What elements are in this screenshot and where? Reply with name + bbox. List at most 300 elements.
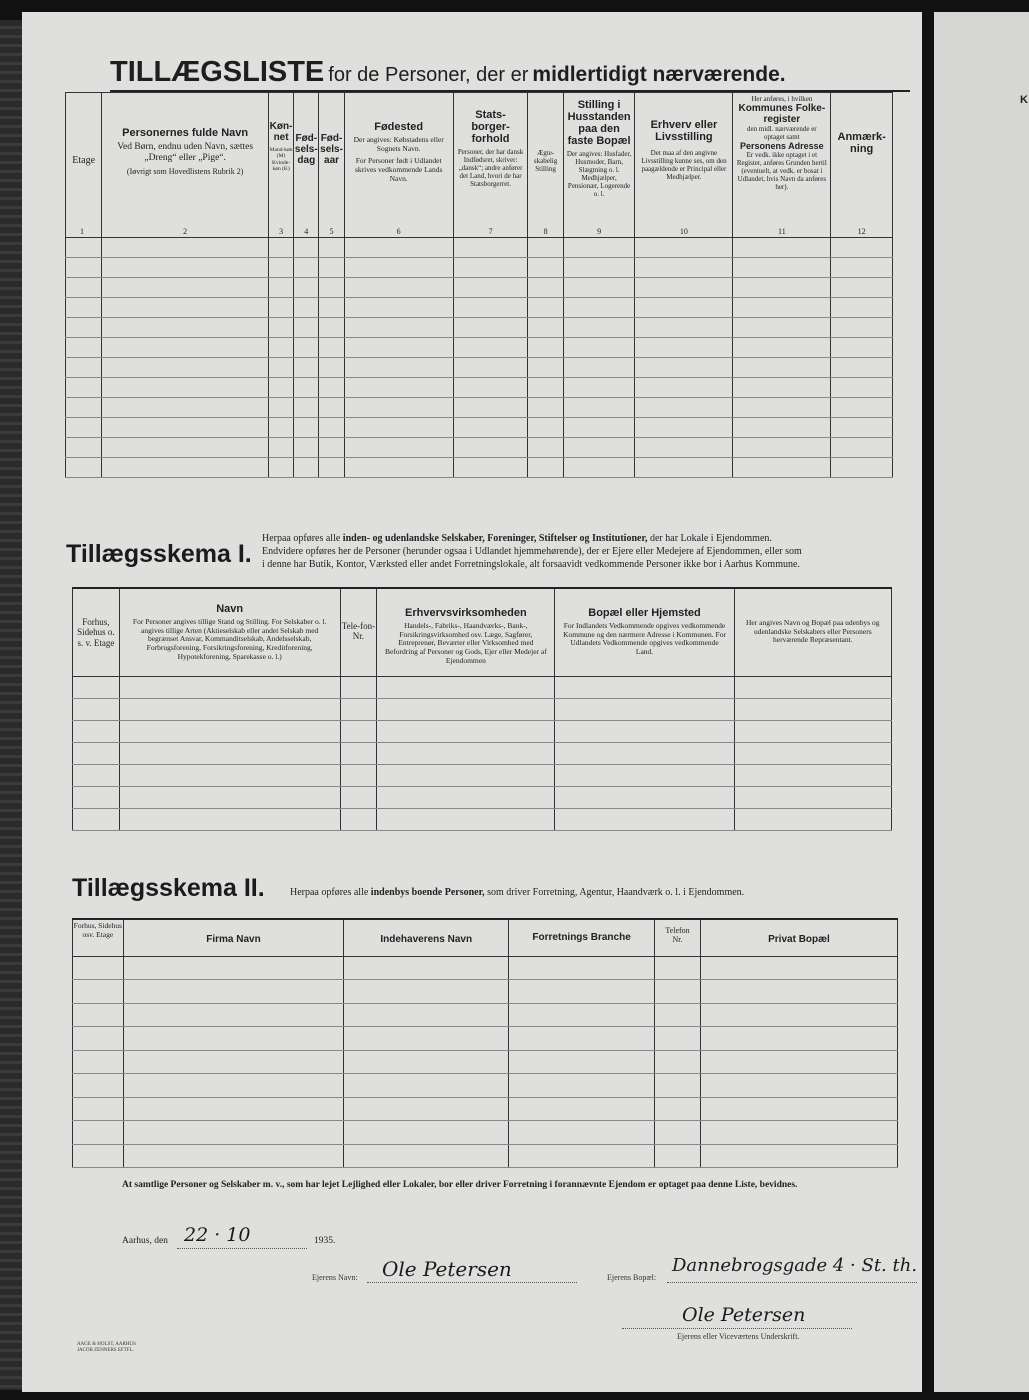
table-cell[interactable] <box>453 438 528 458</box>
table-cell[interactable] <box>655 1074 701 1098</box>
table-cell[interactable] <box>268 318 293 338</box>
owner-name-handwritten: Ole Petersen <box>382 1257 512 1281</box>
table-cell[interactable] <box>102 298 269 318</box>
s1-col-residence: Bopæl eller Hjemsted For Indlandets Vedkommende opgives vedkommende Kommune og den nærmere Adresse i Kommunen. For Udlandets Vedkommende opgives vedkommende Land. <box>555 588 734 676</box>
table-cell[interactable] <box>555 720 734 742</box>
table-cell[interactable] <box>734 676 891 698</box>
col-citizenship: Stats-borger-forhold Personer, der har dansk Indfødsret, skriver: „dansk“; andre anfører det Land, hvori de har Statsborgerret. 7 <box>453 93 528 238</box>
table-cell[interactable] <box>119 764 340 786</box>
table-cell[interactable] <box>73 956 124 980</box>
table-cell[interactable] <box>509 1121 655 1145</box>
table-cell[interactable] <box>319 378 344 398</box>
table-cell[interactable] <box>102 238 269 258</box>
table-cell[interactable] <box>734 786 891 808</box>
skema2-title: Tillægsskema II. <box>72 874 265 902</box>
table-cell[interactable] <box>563 238 635 258</box>
table-cell[interactable] <box>73 1074 124 1098</box>
table-cell[interactable] <box>555 786 734 808</box>
table-row <box>66 258 893 278</box>
table-cell[interactable] <box>66 258 102 278</box>
table-cell[interactable] <box>73 1027 124 1051</box>
col-birth-day: Fød-sels-dag 4 <box>294 93 319 238</box>
table-cell[interactable] <box>119 808 340 830</box>
table-cell[interactable] <box>655 1121 701 1145</box>
table-cell[interactable] <box>123 980 344 1004</box>
table-cell[interactable] <box>635 458 733 478</box>
table-cell[interactable] <box>453 298 528 318</box>
col-etage: Etage 1 <box>66 93 102 238</box>
table-cell[interactable] <box>344 418 453 438</box>
table-cell[interactable] <box>268 438 293 458</box>
s2-col-firm: Firma Navn <box>123 919 344 956</box>
table-cell[interactable] <box>831 258 893 278</box>
table-cell[interactable] <box>294 398 319 418</box>
table-cell[interactable] <box>268 358 293 378</box>
table-cell[interactable] <box>453 458 528 478</box>
table-row <box>73 1003 898 1027</box>
table-cell[interactable] <box>66 298 102 318</box>
table-cell[interactable] <box>377 764 555 786</box>
title-main: TILLÆGSLISTE <box>110 56 325 88</box>
table-cell[interactable] <box>66 378 102 398</box>
table-cell[interactable] <box>733 418 831 438</box>
form-page <box>22 12 922 1392</box>
table-cell[interactable] <box>655 956 701 980</box>
adjacent-page-letter: K <box>1020 94 1028 106</box>
table-cell[interactable] <box>528 258 563 278</box>
table-cell[interactable] <box>377 676 555 698</box>
table-cell[interactable] <box>733 298 831 318</box>
table-cell[interactable] <box>635 418 733 438</box>
table-cell[interactable] <box>377 742 555 764</box>
table-cell[interactable] <box>509 956 655 980</box>
table-row <box>66 398 893 418</box>
table-cell[interactable] <box>655 1027 701 1051</box>
table-cell[interactable] <box>340 786 377 808</box>
table-cell[interactable] <box>73 1144 124 1168</box>
col-full-name: Personernes fulde Navn Ved Børn, endnu uden Navn, sættes „Dreng“ eller „Pige“. (Iøvrigt som Hovedlistens Rubrik 2) 2 <box>102 93 269 238</box>
table-cell[interactable] <box>344 378 453 398</box>
printer-imprint: AAGE & HOLST, AARHUS JACOB ZENNERS EFTFL. <box>77 1342 136 1353</box>
table-cell[interactable] <box>102 318 269 338</box>
table-cell[interactable] <box>319 258 344 278</box>
table-cell[interactable] <box>66 358 102 378</box>
table-cell[interactable] <box>66 318 102 338</box>
table-cell[interactable] <box>102 458 269 478</box>
skema2-header <box>73 919 898 956</box>
table-cell[interactable] <box>294 358 319 378</box>
col-birthplace: Fødested Der angives: Købstadens eller Sognets Navn. For Personer født i Udlandet skrives vedkommende Lands Navn. 6 <box>344 93 453 238</box>
table-cell[interactable] <box>555 808 734 830</box>
table-cell[interactable] <box>635 378 733 398</box>
s1-col-name: Navn For Personer angives tillige Stand og Stilling. For Selskaber o. l. angives tillige Arten (Aktieselskab eller andet Selskab med begrænset Ansvar, Kommanditselskab, Andelsselskab, Forbrugsforening, Forsikringsforening, Kreditforening, Hypotekforening, Sparekasse o. l.) <box>119 588 340 676</box>
table-cell[interactable] <box>340 676 377 698</box>
table-cell[interactable] <box>344 1074 509 1098</box>
table-cell[interactable] <box>635 318 733 338</box>
table-cell[interactable] <box>528 458 563 478</box>
table-cell[interactable] <box>294 378 319 398</box>
table-cell[interactable] <box>528 298 563 318</box>
table-cell[interactable] <box>319 298 344 318</box>
table-cell[interactable] <box>831 438 893 458</box>
table-row <box>66 338 893 358</box>
table-cell[interactable] <box>319 358 344 378</box>
table-cell[interactable] <box>555 742 734 764</box>
table-cell[interactable] <box>102 358 269 378</box>
table-cell[interactable] <box>123 1144 344 1168</box>
year-printed: 1935. <box>314 1236 336 1246</box>
table-cell[interactable] <box>268 418 293 438</box>
table-cell[interactable] <box>528 358 563 378</box>
table-cell[interactable] <box>733 398 831 418</box>
table-cell[interactable] <box>123 1097 344 1121</box>
table-cell[interactable] <box>123 1121 344 1145</box>
table-cell[interactable] <box>831 318 893 338</box>
table-cell[interactable] <box>268 258 293 278</box>
table-cell[interactable] <box>563 438 635 458</box>
table-cell[interactable] <box>635 238 733 258</box>
table-cell[interactable] <box>73 1097 124 1121</box>
table-cell[interactable] <box>734 720 891 742</box>
table-cell[interactable] <box>509 1097 655 1121</box>
table-cell[interactable] <box>635 258 733 278</box>
table-cell[interactable] <box>831 398 893 418</box>
table-row <box>66 418 893 438</box>
table-cell[interactable] <box>340 808 377 830</box>
table-cell[interactable] <box>73 764 120 786</box>
table-cell[interactable] <box>509 1144 655 1168</box>
table-cell[interactable] <box>700 1074 897 1098</box>
table-cell[interactable] <box>66 438 102 458</box>
owner-address-label: Ejerens Bopæl: <box>607 1273 657 1282</box>
main-table-header <box>66 93 893 238</box>
table-cell[interactable] <box>453 378 528 398</box>
place-label: Aarhus, den <box>122 1236 168 1246</box>
col-remarks: Anmærk-ning 12 <box>831 93 893 238</box>
table-cell[interactable] <box>734 764 891 786</box>
table-cell[interactable] <box>73 1050 124 1074</box>
table-cell[interactable] <box>831 238 893 258</box>
table-cell[interactable] <box>294 338 319 358</box>
table-cell[interactable] <box>453 338 528 358</box>
table-cell[interactable] <box>555 764 734 786</box>
table-cell[interactable] <box>294 458 319 478</box>
table-cell[interactable] <box>102 278 269 298</box>
table-cell[interactable] <box>831 358 893 378</box>
table-cell[interactable] <box>344 980 509 1004</box>
table-cell[interactable] <box>73 1003 124 1027</box>
table-cell[interactable] <box>344 398 453 418</box>
table-cell[interactable] <box>453 278 528 298</box>
table-cell[interactable] <box>344 278 453 298</box>
table-cell[interactable] <box>528 338 563 358</box>
table-cell[interactable] <box>700 1003 897 1027</box>
table-cell[interactable] <box>528 438 563 458</box>
table-cell[interactable] <box>655 1144 701 1168</box>
table-cell[interactable] <box>528 238 563 258</box>
table-row <box>66 378 893 398</box>
table-cell[interactable] <box>700 1121 897 1145</box>
table-cell[interactable] <box>319 458 344 478</box>
skema2-intro: Herpaa opføres alle indenbys boende Personer, som driver Forretning, Agentur, Haandværk o. l. i Ejendommen. <box>290 887 745 898</box>
table-cell[interactable] <box>563 398 635 418</box>
table-cell[interactable] <box>319 238 344 258</box>
table-cell[interactable] <box>831 378 893 398</box>
table-row <box>73 720 892 742</box>
table-cell[interactable] <box>509 1050 655 1074</box>
table-cell[interactable] <box>268 278 293 298</box>
table-cell[interactable] <box>344 1144 509 1168</box>
title-middle: for de Personer, der er <box>328 64 529 86</box>
s1-col-phone: Tele-fon-Nr. <box>340 588 377 676</box>
table-cell[interactable] <box>635 338 733 358</box>
table-cell[interactable] <box>123 1074 344 1098</box>
table-cell[interactable] <box>831 298 893 318</box>
table-cell[interactable] <box>268 238 293 258</box>
table-cell[interactable] <box>563 278 635 298</box>
table-cell[interactable] <box>344 1050 509 1074</box>
table-cell[interactable] <box>73 1121 124 1145</box>
table-cell[interactable] <box>66 278 102 298</box>
table-cell[interactable] <box>102 378 269 398</box>
table-cell[interactable] <box>66 398 102 418</box>
table-cell[interactable] <box>528 318 563 338</box>
table-row <box>66 458 893 478</box>
table-cell[interactable] <box>268 338 293 358</box>
table-cell[interactable] <box>319 438 344 458</box>
table-cell[interactable] <box>655 1097 701 1121</box>
table-cell[interactable] <box>563 338 635 358</box>
table-cell[interactable] <box>831 278 893 298</box>
table-cell[interactable] <box>453 318 528 338</box>
table-cell[interactable] <box>377 720 555 742</box>
table-cell[interactable] <box>555 676 734 698</box>
table-cell[interactable] <box>528 418 563 438</box>
table-cell[interactable] <box>377 698 555 720</box>
owner-name-label: Ejerens Navn: <box>312 1273 358 1282</box>
certification-text: At samtlige Personer og Selskaber m. v., som har lejet Lejlighed eller Lokaler, bor eller driver Forretning i forannævnte Ejendom er optaget paa denne Liste, bevidnes. <box>122 1180 798 1190</box>
main-table-body <box>66 238 893 478</box>
table-cell[interactable] <box>700 1027 897 1051</box>
table-cell[interactable] <box>73 980 124 1004</box>
table-cell[interactable] <box>344 1121 509 1145</box>
table-cell[interactable] <box>73 676 120 698</box>
table-cell[interactable] <box>453 258 528 278</box>
table-cell[interactable] <box>73 786 120 808</box>
table-cell[interactable] <box>528 398 563 418</box>
table-cell[interactable] <box>319 278 344 298</box>
col-folk-register: Her anføres, i hvilken Kommunes Folke-register den midl. nærværende er optaget samt Personens Adresse Er vedk. ikke optaget i et Register, anføres Grunden hertil (eventuelt, at vedk. er bosat i Udlandet, hvis Navn da anføres her). 11 <box>733 93 831 238</box>
table-row <box>66 318 893 338</box>
table-cell[interactable] <box>319 318 344 338</box>
table-cell[interactable] <box>635 298 733 318</box>
date-line <box>177 1248 307 1249</box>
table-row <box>73 1027 898 1051</box>
table-cell[interactable] <box>700 980 897 1004</box>
table-cell[interactable] <box>340 764 377 786</box>
table-cell[interactable] <box>123 1003 344 1027</box>
table-cell[interactable] <box>831 458 893 478</box>
table-cell[interactable] <box>123 1027 344 1051</box>
table-cell[interactable] <box>294 298 319 318</box>
table-cell[interactable] <box>344 298 453 318</box>
table-cell[interactable] <box>102 398 269 418</box>
skema1-table <box>72 587 892 831</box>
table-cell[interactable] <box>344 438 453 458</box>
table-cell[interactable] <box>655 1003 701 1027</box>
table-cell[interactable] <box>453 358 528 378</box>
table-cell[interactable] <box>563 358 635 378</box>
table-cell[interactable] <box>453 398 528 418</box>
table-cell[interactable] <box>344 358 453 378</box>
table-cell[interactable] <box>635 278 733 298</box>
table-cell[interactable] <box>453 238 528 258</box>
table-cell[interactable] <box>733 278 831 298</box>
table-cell[interactable] <box>509 1027 655 1051</box>
skema2-body <box>73 956 898 1168</box>
table-row <box>66 358 893 378</box>
table-cell[interactable] <box>733 438 831 458</box>
signature-label: Ejerens eller Viceværtens Underskrift. <box>677 1332 800 1341</box>
table-cell[interactable] <box>509 980 655 1004</box>
table-cell[interactable] <box>340 742 377 764</box>
table-cell[interactable] <box>123 1050 344 1074</box>
table-cell[interactable] <box>73 808 120 830</box>
table-cell[interactable] <box>655 980 701 1004</box>
table-cell[interactable] <box>344 318 453 338</box>
table-cell[interactable] <box>340 698 377 720</box>
table-cell[interactable] <box>66 418 102 438</box>
table-cell[interactable] <box>733 458 831 478</box>
table-cell[interactable] <box>344 338 453 358</box>
table-cell[interactable] <box>294 318 319 338</box>
table-cell[interactable] <box>268 458 293 478</box>
table-cell[interactable] <box>509 1074 655 1098</box>
table-cell[interactable] <box>73 720 120 742</box>
table-cell[interactable] <box>635 398 733 418</box>
table-row <box>73 1097 898 1121</box>
table-cell[interactable] <box>563 258 635 278</box>
table-cell[interactable] <box>268 378 293 398</box>
table-cell[interactable] <box>733 338 831 358</box>
table-cell[interactable] <box>733 318 831 338</box>
table-cell[interactable] <box>734 742 891 764</box>
table-row <box>73 742 892 764</box>
table-cell[interactable] <box>268 298 293 318</box>
table-cell[interactable] <box>377 808 555 830</box>
table-row <box>73 1121 898 1145</box>
table-cell[interactable] <box>119 786 340 808</box>
table-row <box>73 956 898 980</box>
table-cell[interactable] <box>377 786 555 808</box>
table-cell[interactable] <box>319 338 344 358</box>
table-cell[interactable] <box>733 258 831 278</box>
table-cell[interactable] <box>563 378 635 398</box>
table-cell[interactable] <box>344 1003 509 1027</box>
table-row <box>66 438 893 458</box>
s2-col-floor: Forhus, Sidehus osv. Etage <box>73 919 124 956</box>
table-cell[interactable] <box>344 956 509 980</box>
table-cell[interactable] <box>344 1027 509 1051</box>
table-cell[interactable] <box>340 720 377 742</box>
table-cell[interactable] <box>700 1050 897 1074</box>
skema1-body <box>73 676 892 830</box>
table-cell[interactable] <box>563 458 635 478</box>
table-cell[interactable] <box>319 398 344 418</box>
s2-col-phone: Telefon Nr. <box>655 919 701 956</box>
table-cell[interactable] <box>102 338 269 358</box>
form-title <box>110 56 910 92</box>
table-cell[interactable] <box>319 418 344 438</box>
table-cell[interactable] <box>123 956 344 980</box>
table-cell[interactable] <box>73 742 120 764</box>
s1-col-representative: Her angives Navn og Bopæl paa udenbys og udenlandske Selskabers eller Personers herværende Repræsentant. <box>734 588 891 676</box>
owner-address-handwritten: Dannebrogsgade 4 · St. th. <box>672 1255 918 1276</box>
table-cell[interactable] <box>294 238 319 258</box>
table-cell[interactable] <box>294 258 319 278</box>
skema1-intro: Herpaa opføres alle inden- og udenlandske Selskaber, Foreninger, Stiftelser og Institutioner, der har Lokale i Ejendommen. Endvidere opføres her de Personer (herunder ogsaa i Udlandet hjemmehørende), der er Ejere eller Medejere af Ejendommen, eller som i denne har Butik, Kontor, Værksted eller andet Forretningslokale, alt forsaavidt vedkommende Personer ikke bor i Aarhus Kommune. <box>262 533 802 570</box>
table-cell[interactable] <box>528 278 563 298</box>
table-cell[interactable] <box>102 418 269 438</box>
table-row <box>73 676 892 698</box>
table-cell[interactable] <box>563 418 635 438</box>
table-cell[interactable] <box>831 338 893 358</box>
table-cell[interactable] <box>344 458 453 478</box>
table-cell[interactable] <box>268 398 293 418</box>
table-cell[interactable] <box>733 358 831 378</box>
col-birth-year: Fød-sels-aar 5 <box>319 93 344 238</box>
table-cell[interactable] <box>119 742 340 764</box>
table-cell[interactable] <box>700 1144 897 1168</box>
table-cell[interactable] <box>344 1097 509 1121</box>
table-cell[interactable] <box>453 418 528 438</box>
table-cell[interactable] <box>635 438 733 458</box>
table-cell[interactable] <box>66 338 102 358</box>
table-cell[interactable] <box>734 698 891 720</box>
table-cell[interactable] <box>73 698 120 720</box>
table-cell[interactable] <box>66 238 102 258</box>
table-cell[interactable] <box>555 698 734 720</box>
table-row <box>73 764 892 786</box>
table-cell[interactable] <box>831 418 893 438</box>
table-cell[interactable] <box>66 458 102 478</box>
table-cell[interactable] <box>509 1003 655 1027</box>
table-cell[interactable] <box>119 676 340 698</box>
table-cell[interactable] <box>734 808 891 830</box>
table-cell[interactable] <box>733 238 831 258</box>
table-cell[interactable] <box>102 438 269 458</box>
table-cell[interactable] <box>700 956 897 980</box>
table-cell[interactable] <box>119 720 340 742</box>
table-cell[interactable] <box>344 258 453 278</box>
table-cell[interactable] <box>563 298 635 318</box>
table-row <box>73 980 898 1004</box>
table-cell[interactable] <box>528 378 563 398</box>
table-cell[interactable] <box>563 318 635 338</box>
table-cell[interactable] <box>700 1097 897 1121</box>
table-cell[interactable] <box>635 358 733 378</box>
table-cell[interactable] <box>102 258 269 278</box>
owner-address-line <box>667 1282 917 1283</box>
table-cell[interactable] <box>344 238 453 258</box>
table-cell[interactable] <box>294 418 319 438</box>
book-binding <box>0 20 22 1390</box>
table-cell[interactable] <box>655 1050 701 1074</box>
table-cell[interactable] <box>294 438 319 458</box>
table-cell[interactable] <box>119 698 340 720</box>
table-cell[interactable] <box>733 378 831 398</box>
table-cell[interactable] <box>294 278 319 298</box>
